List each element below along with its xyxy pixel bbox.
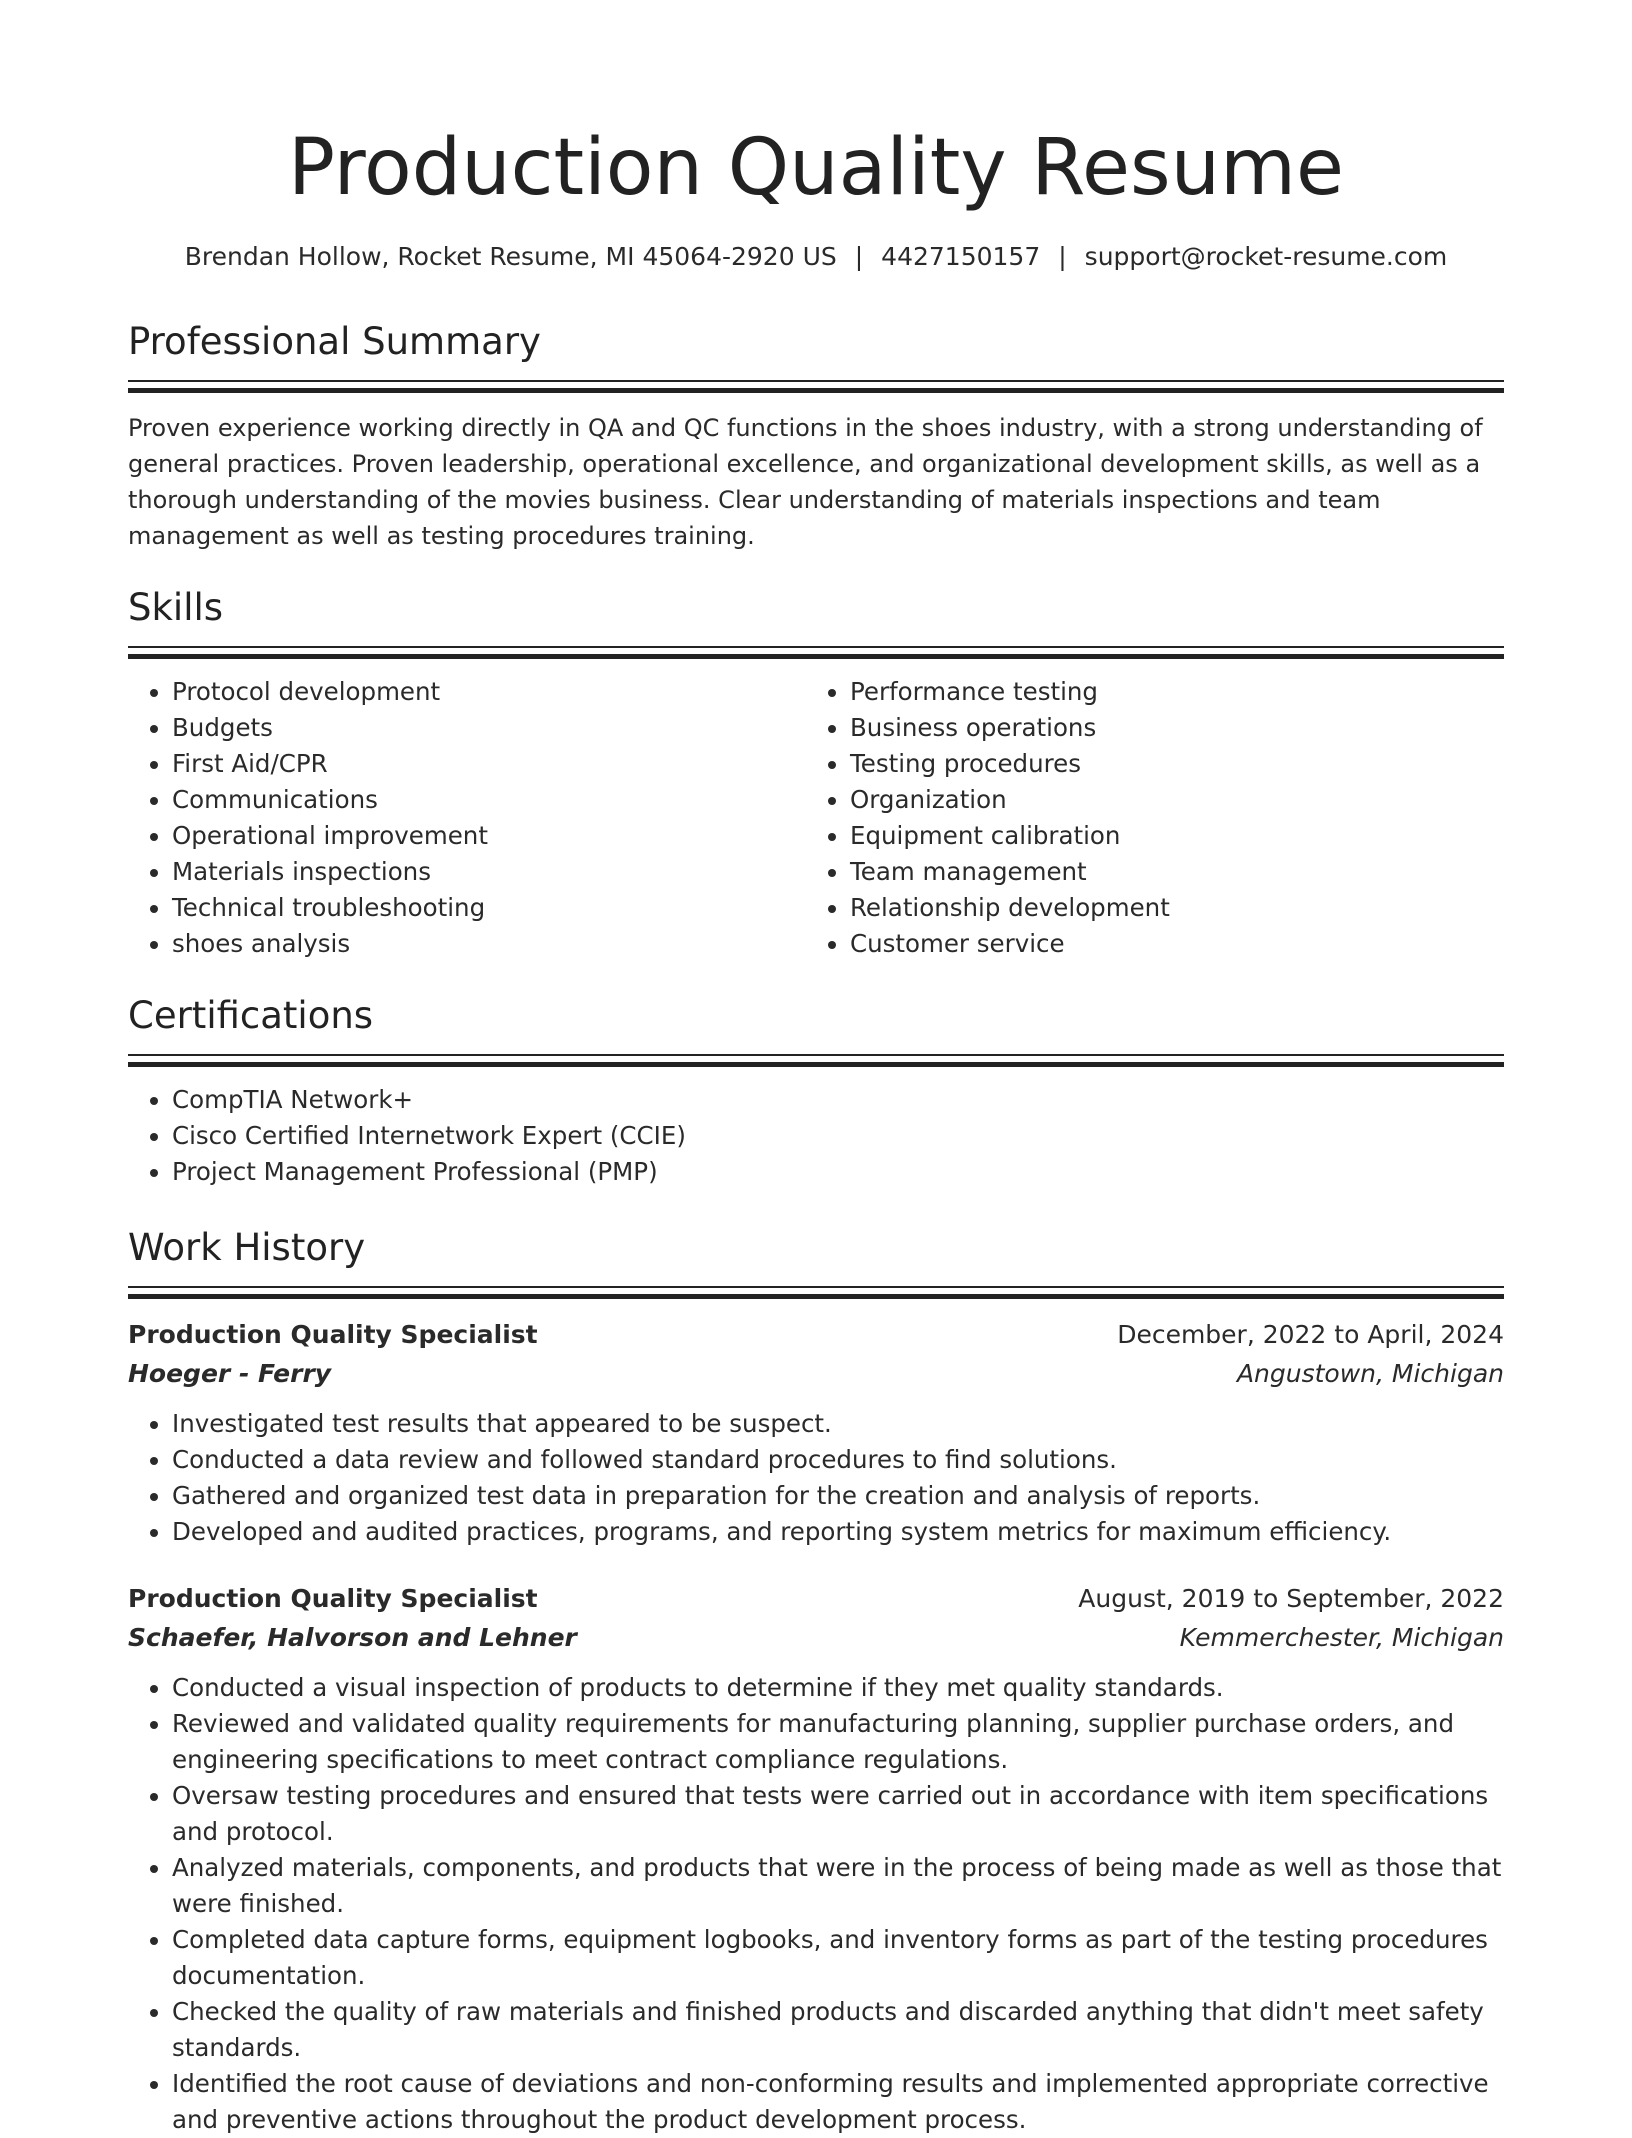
certifications-section xyxy=(128,992,1504,1190)
work-history-heading: Work History xyxy=(128,1226,366,1269)
skill-item: • Relationship development xyxy=(850,890,1484,926)
skill-item: • Operational improvement xyxy=(172,818,806,854)
certifications-heading: Certifications xyxy=(128,994,374,1037)
summary-heading: Professional Summary xyxy=(128,320,541,363)
section-divider xyxy=(128,380,1504,392)
skill-item: • Equipment calibration xyxy=(850,818,1484,854)
job-bullet: • Analyzed materials, components, and products that were in the process of being made as well as those that were finished. xyxy=(172,1850,1504,1922)
job-bullet: • Checked the quality of raw materials and finished products and discarded anything that didn't meet safety standards. xyxy=(172,1994,1504,2066)
skills-list-left xyxy=(128,674,806,962)
certification-item: • Project Management Professional (PMP) xyxy=(172,1154,1504,1190)
job-bullet: • Investigated test results that appeared to be suspect. xyxy=(172,1406,1504,1442)
skill-item: • Testing procedures xyxy=(850,746,1484,782)
contact-separator: | xyxy=(854,242,864,271)
job-location: Kemmerchester, Michigan xyxy=(1179,1623,1504,1652)
job-title: Production Quality Specialist xyxy=(128,1584,538,1613)
certification-item: • Cisco Certified Internetwork Expert (CCIE) xyxy=(172,1118,1504,1154)
skill-item: • First Aid/CPR xyxy=(172,746,806,782)
job-bullet: • Reviewed and validated quality requirements for manufacturing planning, supplier purchase orders, and engineering specifications to meet contract compliance regulations. xyxy=(172,1706,1504,1778)
job-title: Production Quality Specialist xyxy=(128,1320,538,1349)
job-header-row xyxy=(128,1316,1504,1354)
job-bullet: • Developed and audited practices, programs, and reporting system metrics for maximum efficiency. xyxy=(172,1514,1504,1550)
section-divider xyxy=(128,646,1504,658)
job-bullet: • Identified the root cause of deviations and non-conforming results and implemented appropriate corrective and preventive actions throughout the product development process. xyxy=(172,2066,1504,2138)
section-divider xyxy=(128,1286,1504,1298)
skill-item: • Customer service xyxy=(850,926,1484,962)
job-bullet: • Conducted a visual inspection of products to determine if they met quality standards. xyxy=(172,1670,1504,1706)
job-company: Hoeger - Ferry xyxy=(128,1359,332,1388)
job-bullet: • Oversaw testing procedures and ensured that tests were carried out in accordance with item specifications and protocol. xyxy=(172,1778,1504,1850)
skill-item: • shoes analysis xyxy=(172,926,806,962)
skills-list-right xyxy=(806,674,1484,962)
job-bullets xyxy=(128,1670,1504,2138)
contact-separator: | xyxy=(1058,242,1067,271)
contact-email[interactable]: support@rocket-resume.com xyxy=(1084,242,1448,271)
job-dates: December, 2022 to April, 2024 xyxy=(1117,1320,1504,1349)
job-bullet: • Completed data capture forms, equipment logbooks, and inventory forms as part of the testing procedures documentation. xyxy=(172,1922,1504,1994)
contact-address: Brendan Hollow, Rocket Resume, MI 45064-2920 US xyxy=(184,242,837,271)
page-title: Production Quality Resume xyxy=(287,123,1344,213)
job-subheader-row xyxy=(128,1618,1504,1658)
resume-page xyxy=(128,0,1504,2138)
job-header-row xyxy=(128,1580,1504,1618)
job-company: Schaefer, Halvorson and Lehner xyxy=(128,1623,577,1652)
job-bullet: • Gathered and organized test data in preparation for the creation and analysis of reports. xyxy=(172,1478,1504,1514)
job-bullet: • Conducted a data review and followed standard procedures to find solutions. xyxy=(172,1442,1504,1478)
job-location: Angustown, Michigan xyxy=(1236,1359,1504,1388)
skills-columns xyxy=(128,674,1504,962)
summary-section xyxy=(128,318,1504,554)
skill-item: • Business operations xyxy=(850,710,1484,746)
skill-item: • Communications xyxy=(172,782,806,818)
job-dates: August, 2019 to September, 2022 xyxy=(1078,1584,1504,1613)
skill-item: • Budgets xyxy=(172,710,806,746)
work-history-section xyxy=(128,1224,1504,2138)
skill-item: • Materials inspections xyxy=(172,854,806,890)
skill-item: • Team management xyxy=(850,854,1484,890)
job-subheader-row xyxy=(128,1354,1504,1394)
certification-item: • CompTIA Network+ xyxy=(172,1082,1504,1118)
contact-phone: 4427150157 xyxy=(881,242,1041,271)
skill-item: • Protocol development xyxy=(172,674,806,710)
skills-section xyxy=(128,584,1504,962)
summary-text: Proven experience working directly in QA and QC functions in the shoes industry, with a strong understanding of general practices. Proven leadership, operational excellence, and organizational development skills, as well as a thorough understanding of the movies business. Clear understanding of materials inspections and team management as well as testing procedures training. xyxy=(128,414,1483,550)
section-divider xyxy=(128,1054,1504,1066)
contact-line xyxy=(128,240,1504,274)
skill-item: • Performance testing xyxy=(850,674,1484,710)
skills-heading: Skills xyxy=(128,586,224,629)
job-entry xyxy=(128,1580,1504,2138)
certifications-list xyxy=(128,1082,1504,1190)
skill-item: • Technical troubleshooting xyxy=(172,890,806,926)
skill-item: • Organization xyxy=(850,782,1484,818)
job-entry xyxy=(128,1316,1504,1550)
job-bullets xyxy=(128,1406,1504,1550)
